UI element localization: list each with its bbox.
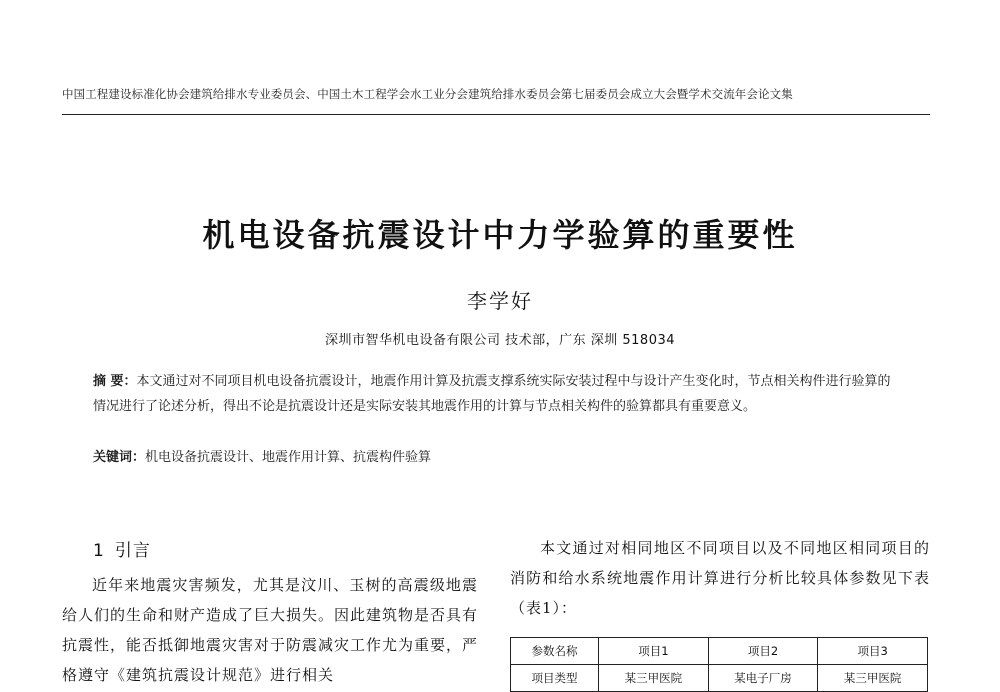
table-header-row: [511, 638, 928, 665]
table-cell: 项目类型: [511, 665, 599, 692]
abstract-text: 本文通过对不同项目机电设备抗震设计，地震作用计算及抗震支撑系统实际安装过程中与设计产生变化时，节点相关构件进行验算的情况进行了论述分析，得出不论是抗震设计还是实际安装其地震作用的计算与节点相关构件的验算都具有重要意义。: [93, 374, 891, 414]
abstract: [93, 369, 893, 419]
section-number: 1: [93, 541, 105, 561]
paper-author: 李学好: [467, 289, 533, 313]
proceedings-header: 中国工程建设标准化协会建筑给排水专业委员会、中国土木工程学会水工业分会建筑给排水委员会第七届委员会成立大会暨学术交流年会论文集: [62, 87, 793, 101]
right-paragraph: 本文通过对相同地区不同项目以及不同地区相同项目的消防和给水系统地震作用计算进行分析比较具体参数见下表（表1）：: [510, 539, 930, 617]
table-header-cell: 项目1: [599, 638, 709, 665]
intro-paragraph: 近年来地震灾害频发，尤其是汶川、玉树的高震级地震给人们的生命和财产造成了巨大损失。因此建筑物是否具有抗震性，能否抵御地震灾害对于防震减灾工作尤为重要，严格遵守《建筑抗震设计规范》进行相关: [62, 576, 479, 684]
section-heading: [93, 536, 151, 561]
keywords-text: 机电设备抗震设计、地震作用计算、抗震构件验算: [145, 450, 432, 465]
abstract-label: 摘 要：: [93, 374, 137, 389]
section-title: 引言: [114, 541, 151, 561]
table-cell: 某三甲医院: [599, 665, 709, 692]
table-cell: 某三甲医院: [818, 665, 928, 692]
table-header-cell: 参数名称: [511, 638, 599, 665]
header-divider: [62, 114, 930, 115]
table-row: [511, 665, 928, 692]
keywords: [93, 448, 893, 468]
table-header-cell: 项目2: [708, 638, 818, 665]
author-affiliation: 深圳市智华机电设备有限公司 技术部，广东 深圳 518034: [324, 333, 676, 348]
table-cell: 某电子厂房: [708, 665, 818, 692]
table-header-cell: 项目3: [818, 638, 928, 665]
paper-title: 机电设备抗震设计中力学验算的重要性: [202, 216, 798, 254]
keywords-label: 关键词：: [93, 450, 146, 465]
